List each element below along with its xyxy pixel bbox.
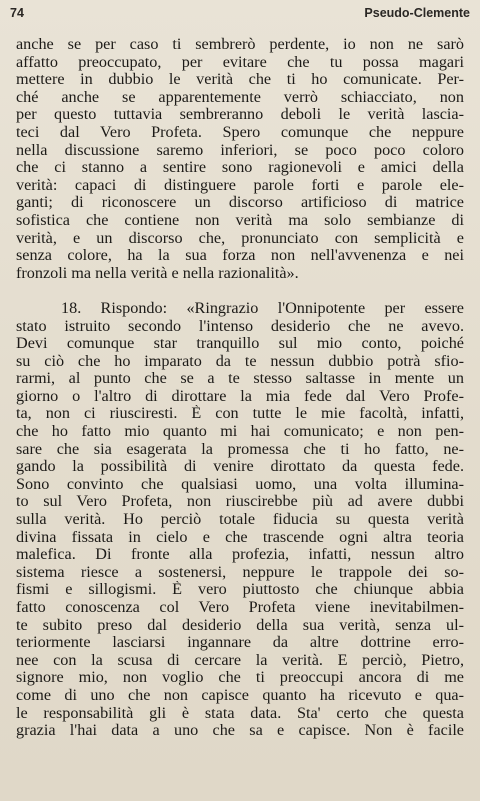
text-line: su ciò che ho imparato da te nessun dubbio potrà sfio- [16, 352, 464, 370]
running-title: Pseudo-Clemente [364, 6, 470, 20]
text-line: che ci stanno a sentire sono ragionevoli e amici della [16, 159, 464, 177]
text-line: Sono convinto che qualsiasi uomo, una volta illumina- [16, 475, 464, 493]
text-line: ta, non ci riusciresti. È con tutte le mie facoltà, infatti, [16, 405, 464, 423]
text-line: mettere in dubbio le verità che ti ho comunicate. Per- [16, 71, 464, 89]
text-line: senza colore, ha la sua forza non nell'avvenenza e nei [16, 247, 464, 265]
running-head [10, 6, 470, 24]
text-line: che ho fatto mio quanto mi hai comunicato; e non pen- [16, 423, 464, 441]
text-line: teci dal Vero Profeta. Spero comunque che neppure [16, 123, 464, 141]
page-number: 74 [10, 6, 24, 20]
text-line: sofistica che contiene non verità ma solo sembianze di [16, 211, 464, 229]
text-line: fismi e sillogismi. È vero piuttosto che chiunque abbia [16, 581, 464, 599]
text-line: verità: capaci di distinguere parole forti e parole ele- [16, 176, 464, 194]
text-line: nella discussione saremo inferiori, se poco poco coloro [16, 141, 464, 159]
text-line: to sul Vero Profeta, non riuscirebbe più ad avere dubbi [16, 493, 464, 511]
text-line: anche se per caso ti sembrerò perdente, io non ne sarò [16, 36, 464, 53]
paragraph-spacer [16, 282, 464, 300]
text-line: stato istruito secondo l'intenso desiderio che ne avevo. [16, 317, 464, 335]
text-line: te subito preso dal desiderio della sua verità, senza ul- [16, 616, 464, 634]
text-line: nee con la scusa di cercare la verità. E perciò, Pietro, [16, 651, 464, 669]
text-line: le responsabilità gli è stata data. Sta' certo che questa [16, 704, 464, 722]
text-line: ganti; di riconoscere un discorso artificioso di matrice [16, 194, 464, 212]
text-line: divina fissata in cielo e che trascende ogni altra teoria [16, 528, 464, 546]
text-line: affatto preoccupato, per evitare che tu possa magari [16, 53, 464, 71]
text-line: ché anche se apparentemente verrò schiacciato, non [16, 88, 464, 106]
text-line: rarmi, al punto che se a te stesso saltasse in mente un [16, 370, 464, 388]
text-line: verità, e un discorso che, pronunciato con semplicità e [16, 229, 464, 247]
text-line: Devi comunque star tranquillo sul mio conto, poiché [16, 335, 464, 353]
paragraph [16, 300, 464, 740]
text-line: 18. Rispondo: «Ringrazio l'Onnipotente per essere [61, 299, 464, 317]
body-text [16, 36, 464, 740]
text-line: come di uno che non capisce quanto ha ricevuto e qua- [16, 686, 464, 704]
text-line: gando la possibilità di venire dirottato da questa fede. [16, 458, 464, 476]
text-line: sare che sia esagerata la promessa che ti ho fatto, ne- [16, 440, 464, 458]
text-line: fatto conoscenza col Vero Profeta viene inevitabilmen- [16, 599, 464, 616]
text-line: per questo tuttavia sembreranno deboli le verità lascia- [16, 106, 464, 124]
text-line: malefica. Di fronte alla profezia, infatti, nessun altro [16, 546, 464, 564]
paragraph [16, 36, 464, 282]
text-line: sulla verità. Ho perciò totale fiducia su questa verità [16, 511, 464, 529]
text-line: grazia l'hai data a uno che sa e capisce. Non è facile [16, 722, 464, 740]
text-line: signore mio, non voglio che ti preoccupi ancora di me [16, 669, 464, 687]
text-line: sistema riesce a sostenersi, neppure le trappole dei so- [16, 563, 464, 581]
text-line: giorno o l'altro di dirottare la mia fede dal Vero Profe- [16, 387, 464, 405]
text-line: teriormente lasciarsi ingannare da altre dottrine erro- [16, 634, 464, 652]
text-line: fronzoli ma nella verità e nella razionalità». [16, 264, 299, 282]
